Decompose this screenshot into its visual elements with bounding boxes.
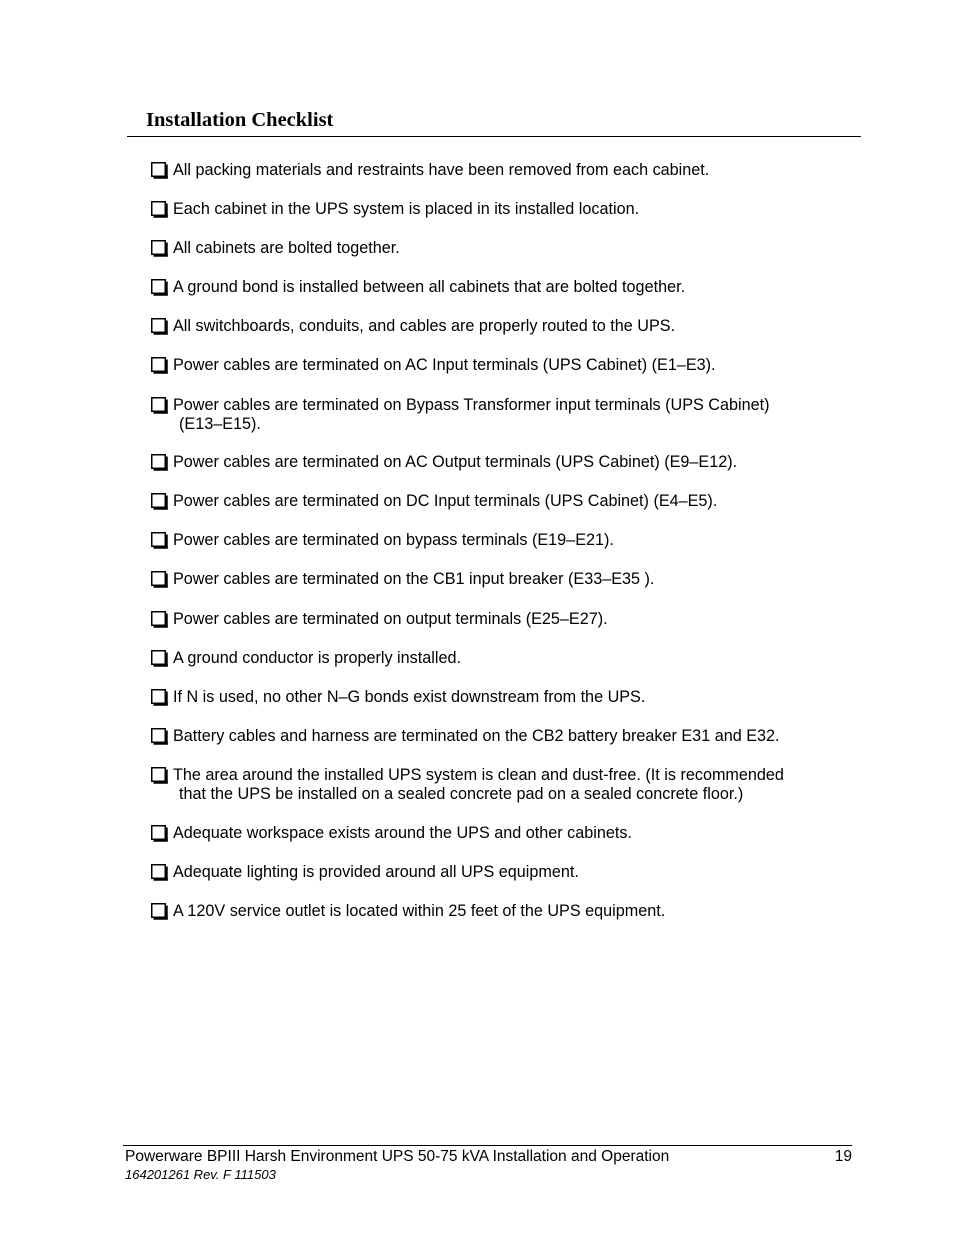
checkbox-icon[interactable] xyxy=(151,318,168,335)
checklist-item-text: Power cables are terminated on AC Output terminals (UPS Cabinet) (E9–E12). xyxy=(173,453,738,472)
checklist-item-text: Adequate lighting is provided around all UPS equipment. xyxy=(173,862,579,881)
checkbox-icon[interactable] xyxy=(151,689,168,706)
checklist-item xyxy=(151,492,851,512)
checklist-item xyxy=(151,278,851,298)
checklist-item-text: Power cables are terminated on Bypass Transformer input terminals (UPS Cabinet) xyxy=(173,395,770,414)
footer-page-number: 19 xyxy=(834,1148,852,1165)
checklist-item xyxy=(151,531,851,551)
checkbox-icon[interactable] xyxy=(151,279,168,296)
checklist-item-text: Power cables are terminated on DC Input terminals (UPS Cabinet) (E4–E5). xyxy=(173,492,718,511)
checklist-item xyxy=(151,610,851,630)
checkbox-icon[interactable] xyxy=(151,903,168,920)
checklist-item xyxy=(151,396,851,435)
checklist-item-text: Power cables are terminated on the CB1 input breaker (E33–E35 ). xyxy=(173,570,655,589)
checkbox-icon[interactable] xyxy=(151,650,168,667)
checkbox-icon[interactable] xyxy=(151,162,168,179)
title-divider xyxy=(127,136,861,137)
checklist-item xyxy=(151,688,851,708)
checklist-item-text: Battery cables and harness are terminated on the CB2 battery breaker E31 and E32. xyxy=(173,726,780,745)
checkbox-icon[interactable] xyxy=(151,357,168,374)
checklist-item xyxy=(151,570,851,590)
footer-document-title: Powerware BPIII Harsh Environment UPS 50‑75 kVA Installation and Operation xyxy=(125,1148,670,1165)
checklist-item xyxy=(151,356,851,376)
checkbox-icon[interactable] xyxy=(151,532,168,549)
checklist-item-text: If N is used, no other N–G bonds exist downstream from the UPS. xyxy=(173,687,646,706)
checkbox-icon[interactable] xyxy=(151,611,168,628)
installation-checklist xyxy=(151,161,851,941)
checklist-item-text: A ground conductor is properly installed. xyxy=(173,648,461,667)
checkbox-icon[interactable] xyxy=(151,864,168,881)
checklist-item-text: Power cables are terminated on AC Input terminals (UPS Cabinet) (E1–E3). xyxy=(173,356,716,375)
checkbox-icon[interactable] xyxy=(151,201,168,218)
footer-revision: 164201261 Rev. F 111503 xyxy=(125,1167,276,1182)
checklist-item-text: A 120V service outlet is located within 25 feet of the UPS equipment. xyxy=(173,901,666,920)
checkbox-icon[interactable] xyxy=(151,240,168,257)
checklist-item xyxy=(151,766,851,805)
checklist-item-text: The area around the installed UPS system is clean and dust-free. (It is recommended xyxy=(173,765,784,784)
checklist-item-text: Power cables are terminated on bypass terminals (E19–E21). xyxy=(173,531,614,550)
checkbox-icon[interactable] xyxy=(151,767,168,784)
checkbox-icon[interactable] xyxy=(151,493,168,510)
checkbox-icon[interactable] xyxy=(151,825,168,842)
checklist-item xyxy=(151,727,851,747)
checkbox-icon[interactable] xyxy=(151,397,168,414)
checklist-item-text: Each cabinet in the UPS system is placed in its installed location. xyxy=(173,200,640,219)
checklist-item xyxy=(151,453,851,473)
checklist-item-continuation: that the UPS be installed on a sealed concrete pad on a sealed concrete floor.) xyxy=(179,785,744,804)
checklist-item-continuation: (E13–E15). xyxy=(179,415,261,434)
checklist-item xyxy=(151,161,851,181)
checklist-item-text: All switchboards, conduits, and cables are properly routed to the UPS. xyxy=(173,317,676,336)
checkbox-icon[interactable] xyxy=(151,728,168,745)
checklist-item xyxy=(151,863,851,883)
footer-divider xyxy=(123,1145,852,1146)
checkbox-icon[interactable] xyxy=(151,571,168,588)
checklist-item-text: A ground bond is installed between all cabinets that are bolted together. xyxy=(173,278,686,297)
checklist-item-text: All packing materials and restraints have been removed from each cabinet. xyxy=(173,161,710,179)
checklist-item xyxy=(151,902,851,922)
checklist-item xyxy=(151,239,851,259)
checklist-item xyxy=(151,649,851,669)
page-title: Installation Checklist xyxy=(146,109,334,131)
checkbox-icon[interactable] xyxy=(151,454,168,471)
checklist-item xyxy=(151,824,851,844)
checklist-item-text: All cabinets are bolted together. xyxy=(173,239,400,258)
checklist-item xyxy=(151,317,851,337)
checklist-item-text: Adequate workspace exists around the UPS and other cabinets. xyxy=(173,823,632,842)
checklist-item-text: Power cables are terminated on output terminals (E25–E27). xyxy=(173,609,608,628)
checklist-item xyxy=(151,200,851,220)
